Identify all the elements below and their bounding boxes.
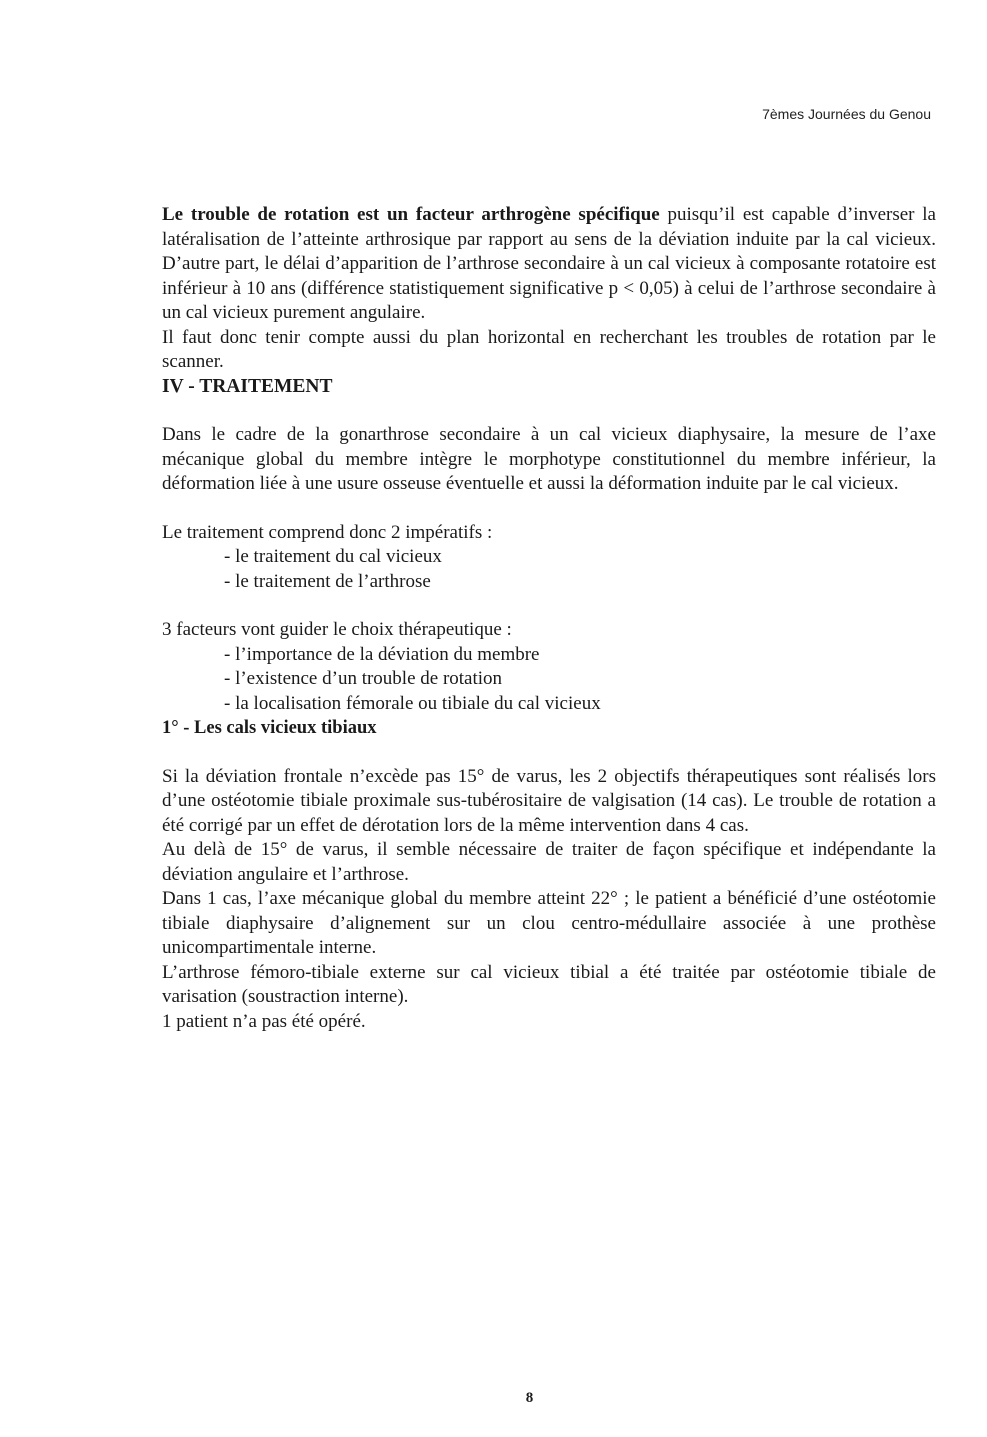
list-item: - la localisation fémorale ou tibiale du cal vicieux bbox=[224, 692, 601, 714]
running-header: 7èmes Journées du Genou bbox=[762, 106, 931, 122]
section-heading-traitement: IV - TRAITEMENT bbox=[162, 375, 333, 397]
paragraph-factors-intro: 3 facteurs vont guider le choix thérapeutique : bbox=[162, 619, 512, 640]
paragraph-imperatives-intro: Le traitement comprend donc 2 impératifs : bbox=[162, 521, 493, 543]
list-imperatives bbox=[162, 545, 936, 594]
list-item: - l’existence d’un trouble de rotation bbox=[224, 668, 503, 689]
subsection-heading-tibial: 1° - Les cals vicieux tibiaux bbox=[162, 718, 377, 738]
list-factors bbox=[162, 643, 936, 717]
list-item: - le traitement du cal vicieux bbox=[224, 546, 442, 567]
paragraph-beyond-15: Au delà de 15° de varus, il semble nécessaire de traiter de façon spécifique et indépendante la déviation angulaire et l’arthrose. bbox=[162, 839, 936, 885]
paragraph-case-22: Dans 1 cas, l’axe mécanique global du membre atteint 22° ; le patient a bénéficié d’une ostéotomie tibiale diaphysaire d’alignement sur un clou centro-médullaire associée à une prothèse unicompartimentale interne. bbox=[162, 888, 936, 958]
key-statement: Le trouble de rotation est un facteur arthrogène spécifique bbox=[162, 204, 660, 225]
paragraph-not-operated: 1 patient n’a pas été opéré. bbox=[162, 1010, 366, 1032]
paragraph-external-arthrosis: L’arthrose fémoro-tibiale externe sur cal vicieux tibial a été traitée par ostéotomie tibiale de varisation (soustraction interne). bbox=[162, 961, 936, 1007]
paragraph-rotation-rest: puisqu’il est capable d’inverser la latéralisation de l’atteinte arthrosique par rapport au sens de la déviation induite par la cal vicieux. D’autre part, le délai d’apparition de l’arthrose secondaire à un cal vicieux à composante rotatoire est inférieur à 10 ans (différence statistiquement significative p < 0,05) à celui de l’arthrose secondaire à un cal vicieux purement angulaire. bbox=[162, 204, 936, 323]
paragraph-mechanical-axis: Dans le cadre de la gonarthrose secondaire à un cal vicieux diaphysaire, la mesure de l’axe mécanique global du membre intègre le morphotype constitutionnel du membre inférieur, la déformation liée à une usure osseuse éventuelle et aussi la déformation induite par le cal vicieux. bbox=[162, 424, 936, 494]
list-item: - le traitement de l’arthrose bbox=[224, 570, 431, 592]
paragraph-frontal-deviation: Si la déviation frontale n’excède pas 15° de varus, les 2 objectifs thérapeutiques sont réalisés lors d’une ostéotomie tibiale proximale sus-tubérositaire de valgisation (14 cas). Le trouble de rotation a été corrigé par un effet de dérotation lors de la même intervention dans 4 cas. bbox=[162, 765, 936, 836]
page-body bbox=[162, 203, 936, 1034]
list-item: - l’importance de la déviation du membre bbox=[224, 643, 540, 665]
paragraph-rotation bbox=[162, 203, 936, 326]
paragraph-horizontal-plane: Il faut donc tenir compte aussi du plan horizontal en recherchant les troubles de rotation par le scanner. bbox=[162, 326, 936, 372]
page-number: 8 bbox=[525, 1390, 534, 1406]
